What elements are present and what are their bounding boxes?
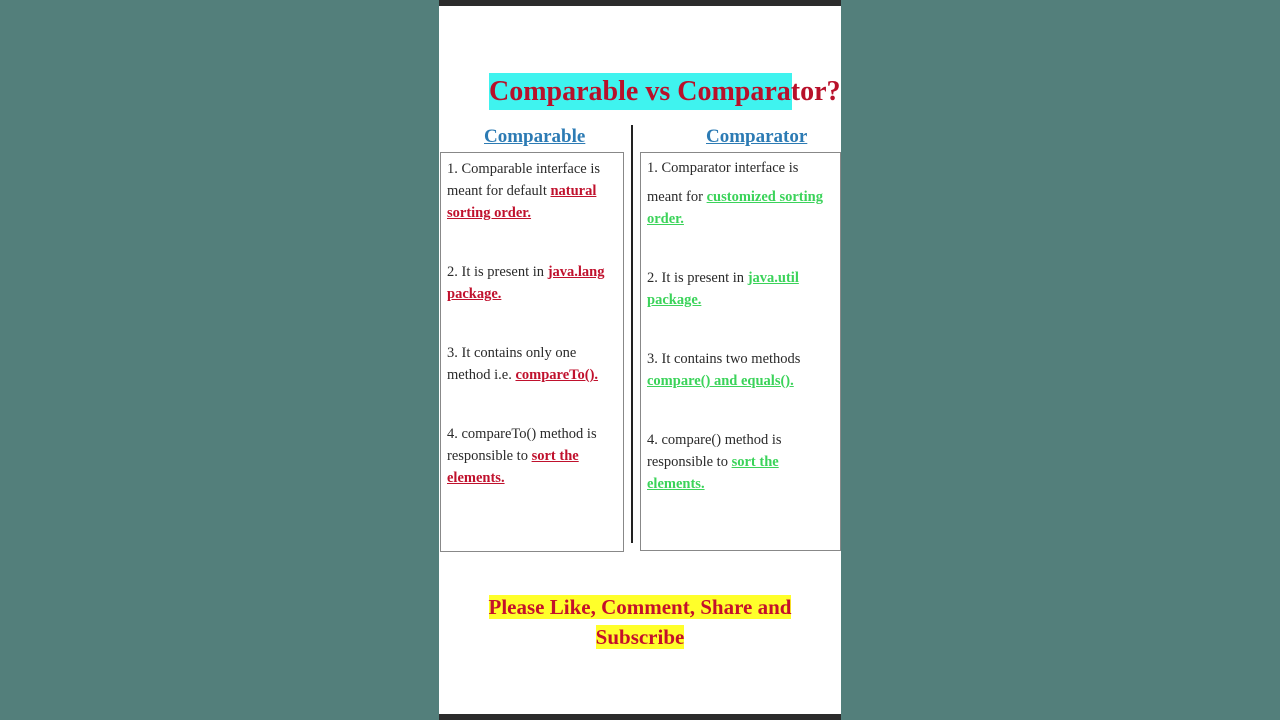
- cta-line-2: Subscribe: [595, 625, 685, 649]
- backdrop-left: [0, 0, 439, 720]
- top-bar: [439, 0, 841, 6]
- point-text: 3. It contains two methods: [647, 351, 801, 367]
- comparator-box: [640, 152, 841, 551]
- point-text: 3. It contains only one method i.e.: [447, 345, 577, 383]
- bottom-bar: [439, 714, 841, 720]
- comparator-point-4: [647, 429, 839, 495]
- comparator-point-2: [647, 267, 839, 311]
- comparator-point-1: [647, 186, 839, 230]
- comparable-heading: Comparable: [484, 126, 586, 147]
- slide-title: Comparable vs Comparator?: [489, 73, 792, 110]
- point-highlight: customized sorting order.: [647, 189, 823, 227]
- column-divider: [631, 125, 633, 543]
- point-text: meant for: [647, 189, 707, 205]
- point-text: 4. compareTo() method is responsible to: [447, 426, 597, 464]
- slide: [439, 0, 841, 720]
- comparator-heading: Comparator: [706, 126, 808, 147]
- comparable-point-1: [447, 158, 619, 224]
- point-highlight: sort the elements.: [447, 448, 579, 486]
- point-text: 2. It is present in: [447, 264, 548, 280]
- point-highlight: java.lang package.: [447, 264, 605, 302]
- point-highlight: java.util package.: [647, 270, 799, 308]
- comparator-point-1-line1: 1. Comparator interface is: [647, 160, 799, 176]
- point-highlight: compare() and equals().: [647, 373, 794, 389]
- comparator-point-3: [647, 348, 839, 392]
- point-text: 4. compare() method is responsible to: [647, 432, 782, 470]
- point-highlight: sort the elements.: [647, 454, 779, 492]
- call-to-action: [439, 592, 841, 652]
- point-highlight: natural sorting order.: [447, 183, 597, 221]
- cta-line-1: Please Like, Comment, Share and: [488, 595, 792, 619]
- point-text: 2. It is present in: [647, 270, 748, 286]
- point-text: 1. Comparable interface is meant for default: [447, 161, 600, 199]
- comparable-point-4: [447, 423, 619, 489]
- point-highlight: compareTo().: [515, 367, 599, 383]
- comparable-point-2: [447, 261, 619, 305]
- comparable-box: [440, 152, 624, 552]
- comparable-point-3: [447, 342, 619, 386]
- backdrop-right: [841, 0, 1280, 720]
